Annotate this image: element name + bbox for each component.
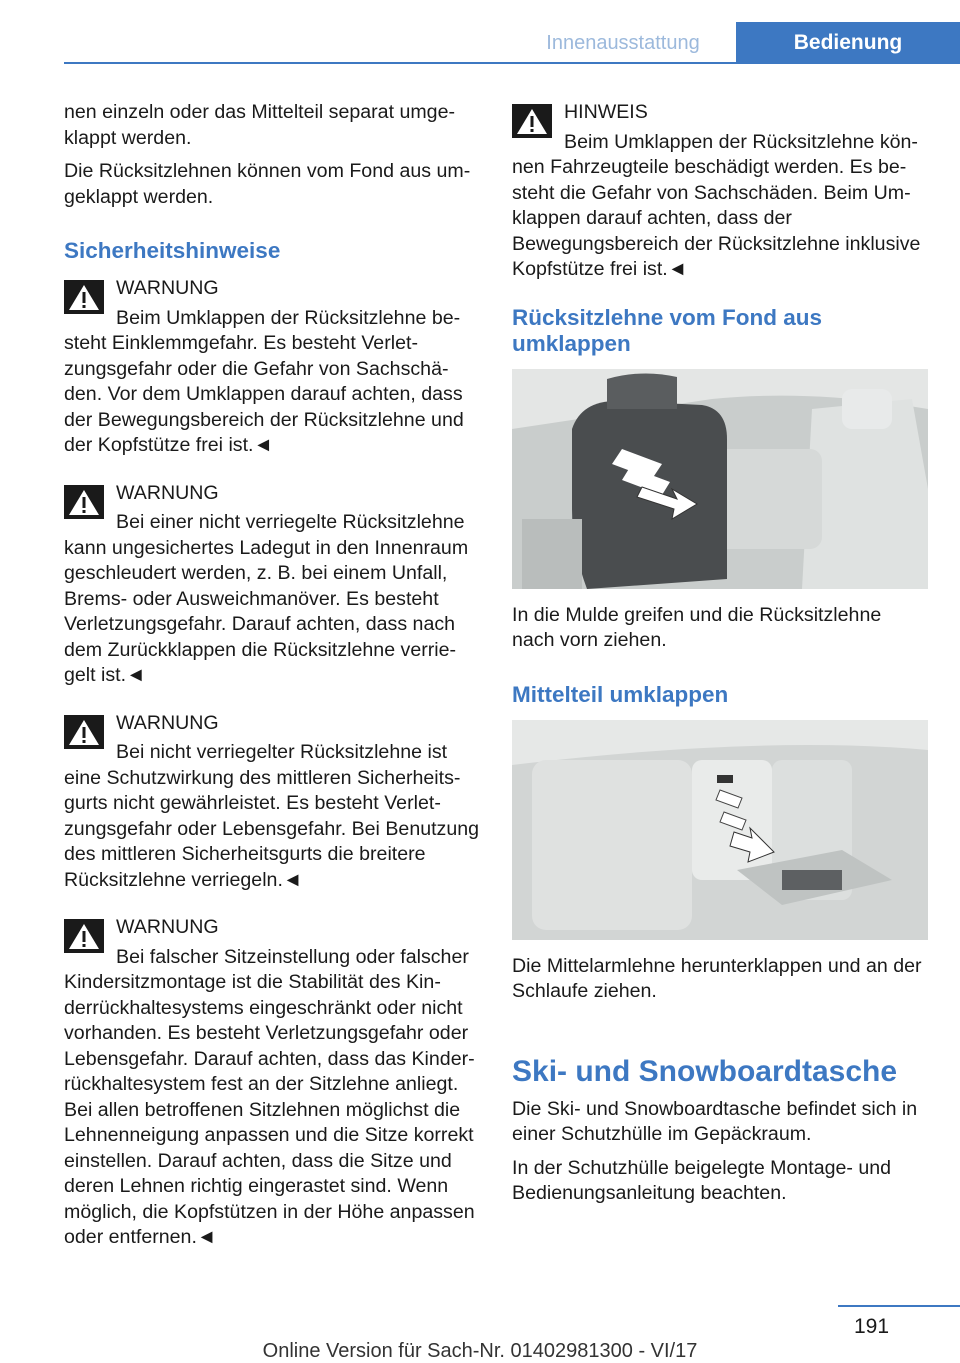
footer-rule [838, 1305, 960, 1307]
rear-seat-backrest-illustration [512, 369, 928, 589]
notice-title: WARNUNG [116, 481, 219, 504]
warning-icon [64, 280, 104, 314]
right-column [512, 100, 928, 1215]
notice-body: Bei einer nicht verriegelte Rücksitzlehne kann ungesichertes Ladegut in den Innenraum geschleudert werden, z. B. bei einem Unfall, Brems- oder Ausweichmanöver. Es besteht Verletzungsgefahr. Darauf achten, dass nach dem Zurückklappen die Rücksitzlehne verriegelt ist.◄ [64, 511, 469, 686]
section-heading: Rücksitzlehne vom Fond aus umklappen [512, 304, 823, 356]
notice-title: WARNUNG [116, 711, 219, 734]
notice-title: WARNUNG [116, 916, 219, 938]
chapter-heading: Ski- und Snowboardtasche [512, 1054, 898, 1088]
warning-notice [64, 711, 480, 894]
warning-notice [64, 915, 480, 1251]
notice-body: Bei falscher Sitzeinstellung oder falscher Kindersitzmontage ist die Stabilität des Kinderrückhaltesystems eingeschränkt oder nicht vorhanden. Es besteht Verletzungsgefahr oder Lebensgefahr. Darauf achten, dass das Kinderrückhaltesystem fest an der Sitzlehne anliegt. Bei allen betroffenen Sitzlehnen möglichst die Lehnenneigung anpassen und die Sitze korrekt einstellen. Darauf achten, dass die Sitze und deren Lehnen richtig eingerastet sind. Wenn möglich, die Kopfstützen in der Höhe anpassen oder entfernen.◄ [64, 945, 475, 1248]
figure-caption: In die Mulde greifen und die Rücksitzlehne nach vorn ziehen. [512, 603, 882, 651]
hint-notice [512, 100, 928, 283]
caution-icon [512, 104, 552, 138]
warning-icon [64, 715, 104, 749]
intro-paragraph: nen einzeln oder das Mittelteil separat umgeklappt werden. [64, 101, 456, 149]
warning-notice [64, 481, 480, 689]
notice-body: Beim Umklappen der Rücksitzlehne können Fahrzeugteile beschädigt werden. Es besteht die Gefahr von Sachschäden. Beim Umklappen darauf achten, dass der Bewegungsbereich der Rücksitzlehne inklusive Kopfstütze frei ist.◄ [512, 130, 921, 280]
header-section-tab[interactable]: Innenausstattung [546, 32, 700, 54]
notice-title: WARNUNG [116, 277, 219, 299]
page-number: 191 [854, 1315, 890, 1338]
notice-title: HINWEIS [564, 101, 648, 123]
body-paragraph: In der Schutzhülle beigelegte Montage- und Bedienungsanleitung beachten. [512, 1156, 892, 1204]
page-header [0, 0, 960, 64]
notice-body: Beim Umklappen der Rücksitzlehne besteht Einklemmgefahr. Es besteht Verletzungsgefahr oder die Gefahr von Sachschäden. Vor dem Umklappen darauf achten, dass der Bewegungsbereich der Rücksitzlehne und der Kopfstütze frei ist.◄ [64, 306, 464, 456]
left-column [64, 100, 480, 1273]
notice-body: Bei nicht verriegelter Rücksitzlehne ist eine Schutzwirkung des mittleren Sicherheitsgurts nicht gewährleistet. Es besteht Verletzungsgefahr oder Lebensgefahr. Bei Benutzung des mittleren Sicherheitsgurts die breitere Rücksitzlehne verriegeln.◄ [64, 741, 480, 891]
footer-version-text: Online Version für Sach-Nr. 01402981300 - VI/17 [262, 1340, 698, 1362]
header-chapter-tab[interactable]: Bedienung [736, 22, 960, 62]
section-heading: Mittelteil umklappen [512, 681, 729, 707]
body-paragraph: Die Ski- und Snowboardtasche befindet sich in einer Schutzhülle im Gepäckraum. [512, 1097, 918, 1145]
header-rule [64, 62, 960, 64]
intro-paragraph: Die Rücksitzlehnen können vom Fond aus umgeklappt werden. [64, 160, 471, 208]
center-section-illustration [512, 720, 928, 940]
warning-notice [64, 276, 480, 459]
warning-icon [64, 485, 104, 519]
section-heading: Sicherheitshinweise [64, 238, 281, 263]
figure-caption: Die Mittelarmlehne herunterklappen und an der Schlaufe ziehen. [512, 954, 922, 1002]
warning-icon [64, 919, 104, 953]
